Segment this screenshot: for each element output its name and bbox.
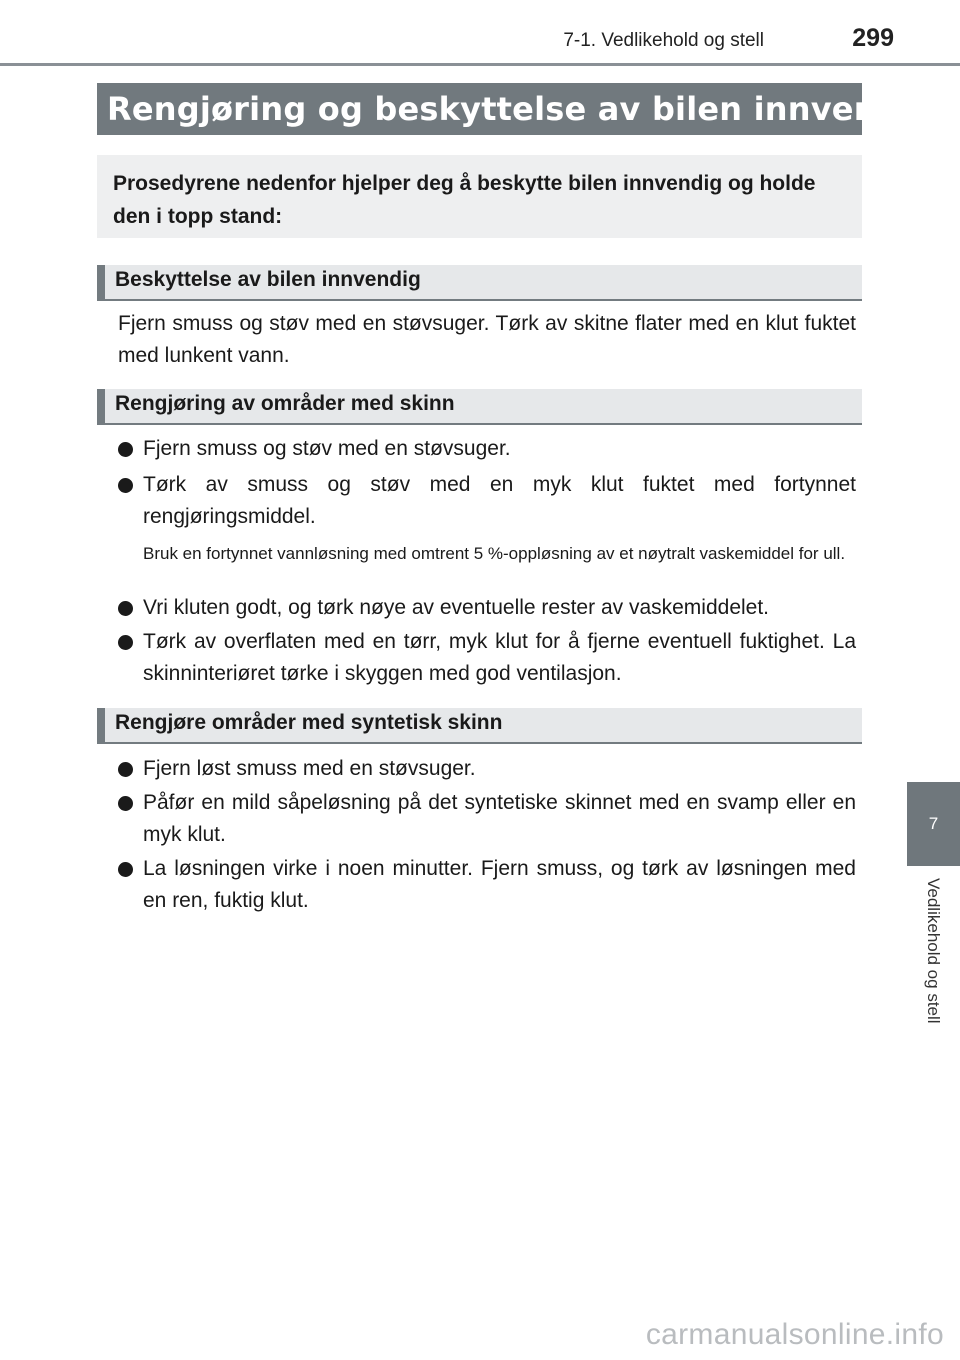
list-item bbox=[118, 626, 856, 690]
list-item-text: Fjern løst smuss med en støvsuger. bbox=[143, 757, 476, 780]
page-number: 299 bbox=[852, 24, 894, 52]
list-item-text: La løsningen virke i noen minutter. Fjern smuss, og tørk av løsningen med en ren, fuktig klut. bbox=[143, 857, 856, 912]
header-divider bbox=[0, 63, 960, 66]
intro-text: Prosedyrene nedenfor hjelper deg å beskytte bilen innvendig og holde den i topp stand: bbox=[113, 172, 816, 228]
list-item-text: Fjern smuss og støv med en støvsuger. bbox=[143, 437, 511, 460]
intro-box bbox=[97, 155, 862, 238]
list-item-text: Vri kluten godt, og tørk nøye av eventuelle rester av vaskemiddelet. bbox=[143, 596, 770, 619]
watermark: carmanualsonline.info bbox=[645, 1318, 944, 1351]
bullet-dot-icon bbox=[118, 635, 133, 650]
list-item bbox=[118, 853, 856, 917]
bullet-dot-icon bbox=[118, 601, 133, 616]
chapter-label: Vedlikehold og stell bbox=[924, 878, 943, 1024]
list-item bbox=[118, 469, 856, 533]
list-item bbox=[118, 787, 856, 851]
bullet-dot-icon bbox=[118, 478, 133, 493]
page-header bbox=[0, 0, 960, 66]
page-title-bar bbox=[97, 83, 935, 135]
chapter-number: 7 bbox=[928, 814, 939, 833]
bullet-dot-icon bbox=[118, 442, 133, 457]
list-item bbox=[118, 433, 856, 465]
section-heading-text: Rengjøre områder med syntetisk skinn bbox=[115, 711, 503, 734]
bullet-dot-icon bbox=[118, 762, 133, 777]
section-heading-text: Beskyttelse av bilen innvendig bbox=[115, 268, 421, 291]
header-section-title: 7-1. Vedlikehold og stell bbox=[563, 30, 764, 51]
section-heading-text: Rengjøring av områder med skinn bbox=[115, 392, 455, 415]
section-heading-protection bbox=[97, 265, 862, 301]
chapter-tab[interactable] bbox=[907, 782, 960, 866]
list-item bbox=[118, 753, 856, 785]
bullet-dot-icon bbox=[118, 862, 133, 877]
list-item-text: Tørk av smuss og støv med en myk klut fuktet med fortynnet rengjøringsmiddel. bbox=[143, 473, 856, 528]
section-heading-synthetic-leather bbox=[97, 708, 862, 744]
bullet-dot-icon bbox=[118, 796, 133, 811]
page-title: Rengjøring og beskyttelse av bilen innvendig bbox=[107, 90, 935, 128]
section-note: Bruk en fortynnet vannløsning med omtrent 5 %-oppløsning av et nøytralt vaskemiddel for ull. bbox=[143, 544, 846, 563]
list-item-text: Tørk av overflaten med en tørr, myk klut for å fjerne eventuell fuktighet. La skinninteriøret tørke i skyggen med god ventilasjon. bbox=[143, 630, 856, 685]
list-item bbox=[118, 592, 856, 624]
section-paragraph: Fjern smuss og støv med en støvsuger. Tørk av skitne flater med en klut fuktet med lunkent vann. bbox=[118, 312, 856, 367]
list-item-text: Påfør en mild såpeløsning på det syntetiske skinnet med en svamp eller en myk klut. bbox=[143, 791, 856, 846]
section-heading-leather bbox=[97, 389, 862, 425]
